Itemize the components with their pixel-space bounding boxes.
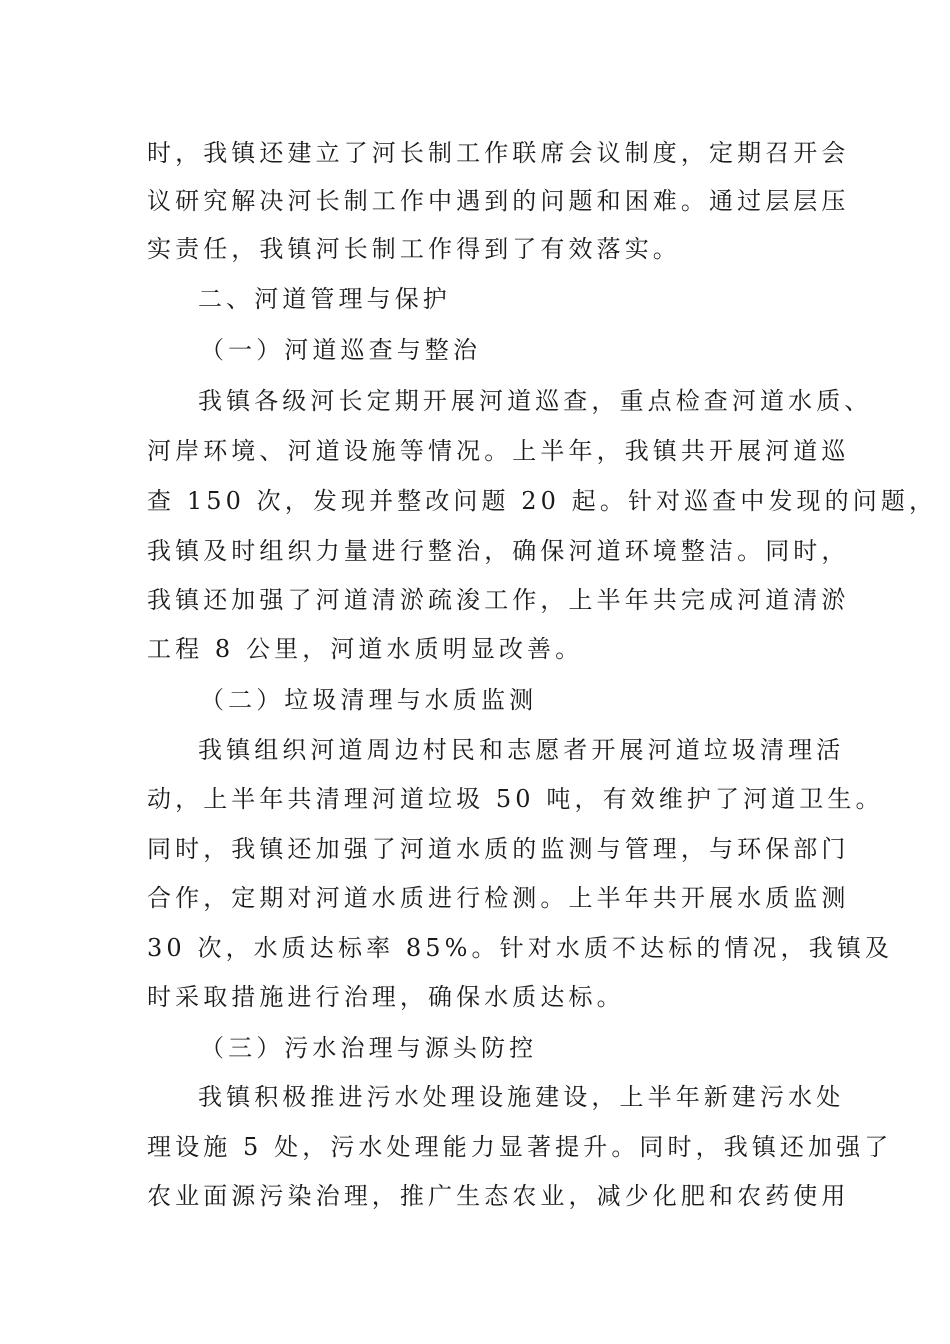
paragraph-line: 我镇还加强了河道清淤疏浚工作，上半年共完成河道清淤 — [147, 586, 850, 614]
paragraph-line: 农业面源污染治理，推广生态农业，减少化肥和农药使用 — [147, 1182, 850, 1210]
paragraph-line: 实责任，我镇河长制工作得到了有效落实。 — [147, 235, 681, 263]
paragraph-line: 我镇各级河长定期开展河道巡查，重点检查河道水质、 — [198, 387, 873, 415]
paragraph-line: 时采取措施进行治理，确保水质达标。 — [147, 983, 625, 1011]
paragraph-line: 同时，我镇还加强了河道水质的监测与管理，与环保部门 — [147, 835, 850, 863]
paragraph-line: 河岸环境、河道设施等情况。上半年，我镇共开展河道巡 — [147, 437, 850, 465]
paragraph-line: 工程 8 公里，河道水质明显改善。 — [147, 635, 584, 663]
paragraph-line: 动，上半年共清理河道垃圾 50 吨，有效维护了河道卫生。 — [147, 785, 884, 813]
paragraph-line: 理设施 5 处，污水处理能力显著提升。同时，我镇还加强了 — [147, 1133, 893, 1161]
section-heading: 二、河道管理与保护 — [198, 285, 451, 313]
paragraph-line: 30 次，水质达标率 85%。针对水质不达标的情况，我镇及 — [147, 934, 894, 962]
subsection-heading: （三）污水治理与源头防控 — [200, 1034, 538, 1062]
paragraph-line: 我镇及时组织力量进行整治，确保河道环境整洁。同时， — [147, 537, 850, 565]
paragraph-line: 我镇组织河道周边村民和志愿者开展河道垃圾清理活 — [198, 736, 845, 764]
paragraph-line: 我镇积极推进污水处理设施建设，上半年新建污水处 — [198, 1083, 845, 1111]
paragraph-line: 时，我镇还建立了河长制工作联席会议制度，定期召开会 — [147, 139, 850, 167]
paragraph-line: 合作，定期对河道水质进行检测。上半年共开展水质监测 — [147, 884, 850, 912]
subsection-heading: （二）垃圾清理与水质监测 — [200, 686, 538, 714]
paragraph-line: 查 150 次，发现并整改问题 20 起。针对巡查中发现的问题， — [147, 487, 938, 515]
subsection-heading: （一）河道巡查与整治 — [200, 336, 481, 364]
paragraph-line: 议研究解决河长制工作中遇到的问题和困难。通过层层压 — [147, 187, 850, 215]
